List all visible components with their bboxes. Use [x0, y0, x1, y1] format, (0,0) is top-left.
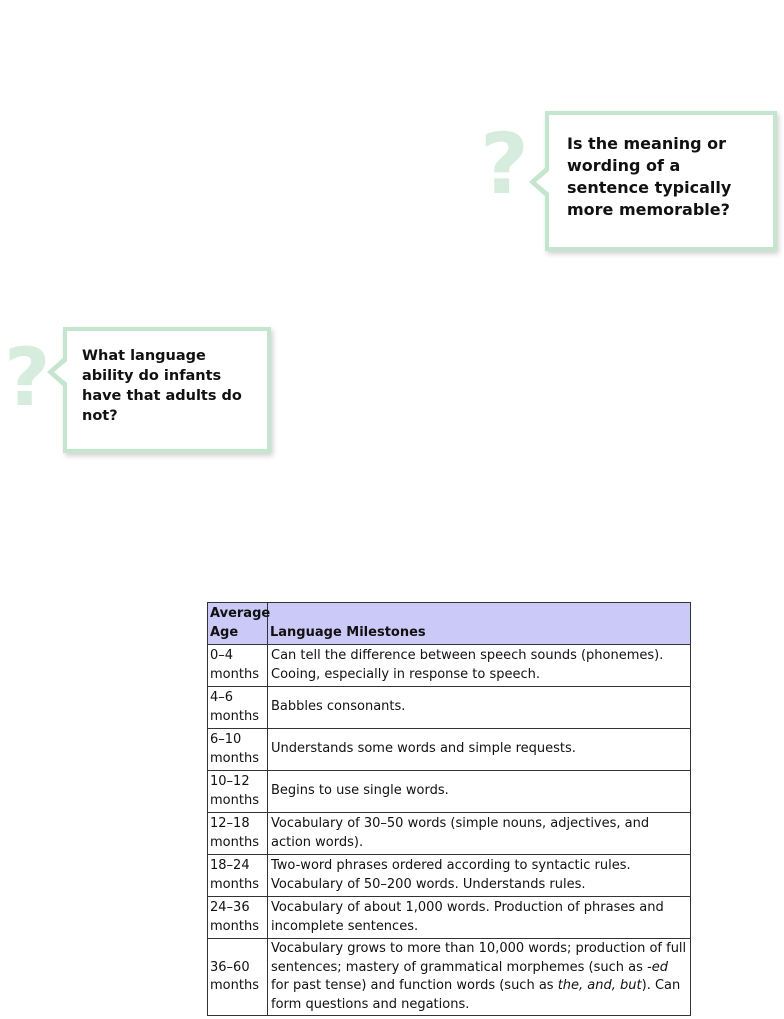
table-row	[208, 729, 691, 771]
header-average-age: Average Age	[208, 603, 268, 645]
milestone-cell: Understands some words and simple requests.	[268, 729, 691, 771]
milestone-cell: Can tell the difference between speech sounds (phonemes). Cooing, especially in response to speech.	[268, 645, 691, 687]
question-mark-icon: ?	[480, 115, 529, 213]
question-callout-infants	[0, 324, 274, 456]
table-row	[208, 687, 691, 729]
milestone-cell: Begins to use single words.	[268, 771, 691, 813]
age-cell: 6–10 months	[208, 729, 268, 771]
table-row	[208, 645, 691, 687]
milestone-cell: Babbles consonants.	[268, 687, 691, 729]
milestone-text-italic: the, and, but	[557, 978, 642, 993]
header-language-milestones: Language Milestones	[268, 603, 691, 645]
age-cell: 36–60 months	[208, 939, 268, 1016]
milestone-text: for past tense) and function words (such as	[271, 978, 558, 993]
question-callout-meaning	[478, 108, 778, 254]
age-cell: 24–36 months	[208, 897, 268, 939]
table-row	[208, 939, 691, 1016]
table-row	[208, 897, 691, 939]
callout-pointer-fill	[536, 171, 549, 193]
milestone-text-italic: -ed	[647, 959, 668, 975]
table-row	[208, 813, 691, 855]
milestone-cell: Two-word phrases ordered according to syntactic rules. Vocabulary of 50–200 words. Understands rules.	[268, 855, 691, 897]
milestone-cell: Vocabulary of about 1,000 words. Production of phrases and incomplete sentences.	[268, 897, 691, 939]
age-cell: 4–6 months	[208, 687, 268, 729]
age-cell: 18–24 months	[208, 855, 268, 897]
callout-question-text: What language ability do infants have that adults do not?	[82, 348, 242, 424]
table-header-row	[208, 603, 691, 645]
milestone-text: ). Can form questions and negations.	[271, 978, 681, 1012]
language-milestones-table	[207, 602, 691, 1016]
age-cell: 12–18 months	[208, 813, 268, 855]
age-cell: 0–4 months	[208, 645, 268, 687]
table-row	[208, 771, 691, 813]
milestone-cell	[268, 939, 691, 1016]
milestone-text: Vocabulary grows to more than 10,000 words; production of full sentences; mastery of grammatical morphemes (such as	[271, 941, 687, 975]
callout-pointer-fill	[54, 361, 67, 383]
table-row	[208, 855, 691, 897]
age-cell: 10–12 months	[208, 771, 268, 813]
milestone-cell: Vocabulary of 30–50 words (simple nouns, adjectives, and action words).	[268, 813, 691, 855]
question-mark-icon: ?	[4, 331, 51, 424]
callout-question-text: Is the meaning or wording of a sentence typically more memorable?	[567, 134, 732, 219]
